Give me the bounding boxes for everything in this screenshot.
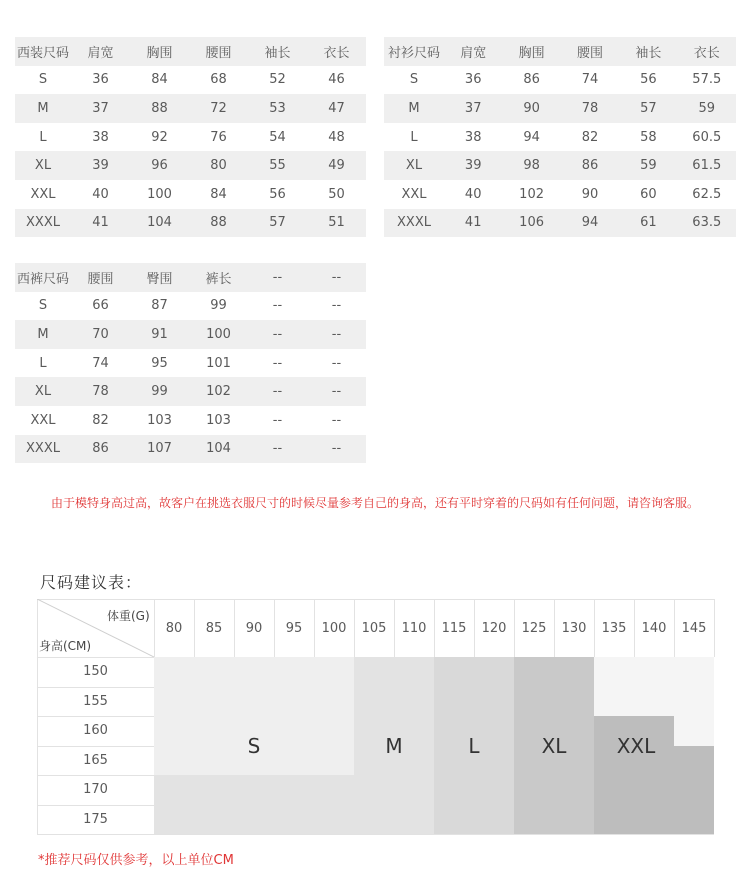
table-cell: S [38,72,48,88]
table-cell: 106 [502,209,560,238]
table-cell: 46 [328,72,345,88]
height-row-label: 165 [83,752,108,768]
table-row [15,435,366,464]
height-axis-label: 身高(CM) [39,639,92,653]
column-header: 衣长 [307,37,366,66]
column-header: 胸围 [502,37,560,66]
weight-column-label: 125 [521,621,547,636]
table-cell: 51 [307,209,366,238]
table-cell: L [39,355,47,371]
table-row [15,320,366,349]
table-cell: S [409,72,419,88]
height-row-label: 155 [83,693,108,709]
table-cell: 99 [130,377,189,406]
height-row-label: 170 [83,782,108,797]
header-row [384,37,736,66]
table-cell: L [410,129,418,145]
table-cell: 82 [581,129,599,145]
table-cell: 107 [130,435,189,464]
shirt-size-table [384,37,736,237]
table-cell: 104 [130,209,189,238]
table-cell: -- [248,435,307,464]
table-cell: 39 [71,151,130,180]
column-header: 西裤尺码 [15,263,71,292]
table-cell: 92 [151,129,168,145]
table-row [15,406,366,435]
weight-column-label: 145 [681,621,707,636]
table-row [384,66,736,95]
weight-column-label: 80 [165,621,183,636]
table-cell: XL [15,377,71,406]
table-cell: 90 [581,186,599,202]
weight-axis-label: 体重(G) [107,609,150,623]
weight-column-label: 110 [401,621,427,636]
table-cell: 102 [189,377,248,406]
table-row [15,66,366,95]
table-cell: 78 [561,94,619,123]
table-row [384,180,736,209]
weight-column-label: 105 [361,621,387,636]
weight-column-label: 85 [205,621,223,636]
table-cell: 74 [581,72,599,88]
size-zone-s-lower [154,775,354,834]
column-header: -- [248,263,307,292]
table-cell: XXL [30,186,56,202]
table-cell: 82 [92,412,109,428]
table-cell: 58 [640,129,657,145]
table-cell: 96 [130,151,189,180]
table-cell: 74 [92,355,109,371]
table-cell: 91 [130,320,189,349]
table-cell: 84 [210,186,227,202]
table-row [384,94,736,123]
column-header: 裤长 [189,263,248,292]
size-recommendation-grid [37,599,713,834]
weight-column-label: 120 [481,621,507,636]
table-cell: 86 [561,151,619,180]
table-cell: -- [331,355,342,371]
column-header: -- [307,263,366,292]
header-row [15,37,366,66]
table-cell: 63.5 [678,209,736,238]
table-cell: -- [272,412,283,428]
table-cell: 52 [269,72,286,88]
table-cell: 87 [151,298,168,314]
table-cell: XXL [401,186,427,202]
table-cell: -- [248,377,307,406]
pants-size-table-body [15,263,366,463]
table-cell: M [15,320,71,349]
size-zone-l-lower [434,775,514,834]
weight-column-label: 130 [561,621,587,636]
table-cell: 100 [147,186,172,202]
table-cell: -- [272,298,283,314]
table-cell: 36 [92,72,109,88]
table-cell: 88 [130,94,189,123]
table-cell: 49 [307,151,366,180]
table-cell: -- [272,355,283,371]
weight-column-label: 140 [641,621,667,636]
weight-column-label: 115 [441,621,467,636]
table-row [15,292,366,321]
table-cell: 61 [619,209,677,238]
table-cell: M [384,94,444,123]
table-cell: 57 [248,209,307,238]
weight-column-label: 100 [321,621,347,636]
table-cell: S [38,298,48,314]
table-cell: 57 [619,94,677,123]
table-cell: 57.5 [692,72,722,88]
table-cell: 88 [189,209,248,238]
table-cell: 80 [189,151,248,180]
table-cell: 61.5 [678,151,736,180]
size-zone-blank-top [594,657,714,716]
table-cell: 86 [523,72,540,88]
table-cell: 102 [519,186,544,202]
table-cell: -- [248,320,307,349]
table-row [15,123,366,152]
column-header: 袖长 [619,37,677,66]
table-cell: 59 [678,94,736,123]
table-row [384,123,736,152]
table-cell: 47 [307,94,366,123]
table-cell: 37 [444,94,502,123]
table-cell: 66 [92,298,109,314]
table-cell: 55 [248,151,307,180]
table-cell: 76 [210,129,227,145]
table-cell: 103 [206,412,231,428]
size-zone-blank-corner [674,716,714,746]
suit-size-table [15,37,366,237]
table-cell: 78 [71,377,130,406]
weight-column-label: 135 [601,621,627,636]
table-cell: 41 [444,209,502,238]
table-cell: 68 [210,72,227,88]
table-cell: 94 [561,209,619,238]
table-cell: 86 [71,435,130,464]
reference-footnote: *推荐尺码仅供参考，以上单位CM [38,853,234,868]
header-row [15,263,366,292]
size-zone-label: XL [541,733,567,758]
table-cell: XL [15,151,71,180]
table-row [15,209,366,238]
table-cell: 41 [71,209,130,238]
table-cell: 53 [248,94,307,123]
table-cell: 60.5 [692,129,722,145]
table-cell: 36 [464,72,482,88]
table-cell: 40 [92,186,109,202]
table-cell: XXL [30,412,56,428]
column-header: 肩宽 [71,37,130,66]
table-row [15,180,366,209]
column-header: 腰围 [71,263,130,292]
table-cell: 98 [502,151,560,180]
size-zone-m-lower [354,775,434,834]
table-cell: 50 [328,186,345,202]
table-cell: 59 [619,151,677,180]
suit-size-table-body [15,37,366,237]
table-cell: 48 [328,129,345,145]
model-height-notice: 由于模特身高过高，故客户在挑选衣服尺寸的时候尽量参考自己的身高，还有平时穿着的尺码如有任何问题，请咨询客服。 [50,496,699,510]
pants-size-table [15,263,366,463]
height-row-label: 160 [83,723,108,738]
table-row [15,349,366,378]
table-cell: XL [384,151,444,180]
table-cell: 37 [71,94,130,123]
table-cell: 101 [206,355,231,371]
table-cell: 70 [71,320,130,349]
table-cell: 39 [444,151,502,180]
table-cell: 56 [640,72,657,88]
table-cell: 90 [502,94,560,123]
table-cell: L [39,129,47,145]
table-cell: -- [307,377,366,406]
table-row [384,209,736,238]
column-header: 胸围 [130,37,189,66]
table-cell: 100 [189,320,248,349]
table-cell: 84 [151,72,168,88]
table-cell: XXXL [15,209,71,238]
table-cell: XXXL [384,209,444,238]
column-header: 腰围 [189,37,248,66]
height-row-label: 175 [83,811,108,827]
table-row [15,94,366,123]
table-cell: 103 [147,412,172,428]
column-header: 臀围 [130,263,189,292]
table-row [15,151,366,180]
table-cell: 104 [189,435,248,464]
size-zone-label: XXL [616,733,656,758]
height-row-label: 150 [83,664,108,679]
column-header: 衣长 [678,37,736,66]
corner-diagonal [37,599,154,657]
size-zone-label: S [247,733,261,758]
table-cell: 54 [269,129,286,145]
table-cell: 60 [640,186,657,202]
column-header: 腰围 [561,37,619,66]
weight-column-label: 90 [245,621,263,636]
table-cell: -- [307,320,366,349]
table-cell: 62.5 [692,186,722,202]
table-cell: M [15,94,71,123]
size-recommendation-title: 尺码建议表： [40,573,143,592]
table-row [15,377,366,406]
table-cell: 95 [151,355,168,371]
table-cell: -- [331,298,342,314]
table-cell: 56 [269,186,286,202]
table-cell: 94 [523,129,540,145]
column-header: 西装尺码 [15,37,71,66]
size-zone-label: M [385,733,403,758]
column-header: 肩宽 [444,37,502,66]
table-row [384,151,736,180]
table-cell: 99 [210,298,227,314]
grid-line [37,834,714,835]
column-header: 袖长 [248,37,307,66]
weight-column-label: 95 [285,621,303,636]
table-cell: 72 [189,94,248,123]
table-cell: 38 [464,129,482,145]
column-header: 衬衫尺码 [384,37,444,66]
size-zone-label: L [468,733,480,758]
grid-line [714,599,715,657]
table-cell: XXXL [15,435,71,464]
shirt-size-table-body [384,37,736,237]
table-cell: 40 [464,186,482,202]
table-cell: -- [331,412,342,428]
table-cell: 38 [92,129,109,145]
table-cell: -- [307,435,366,464]
